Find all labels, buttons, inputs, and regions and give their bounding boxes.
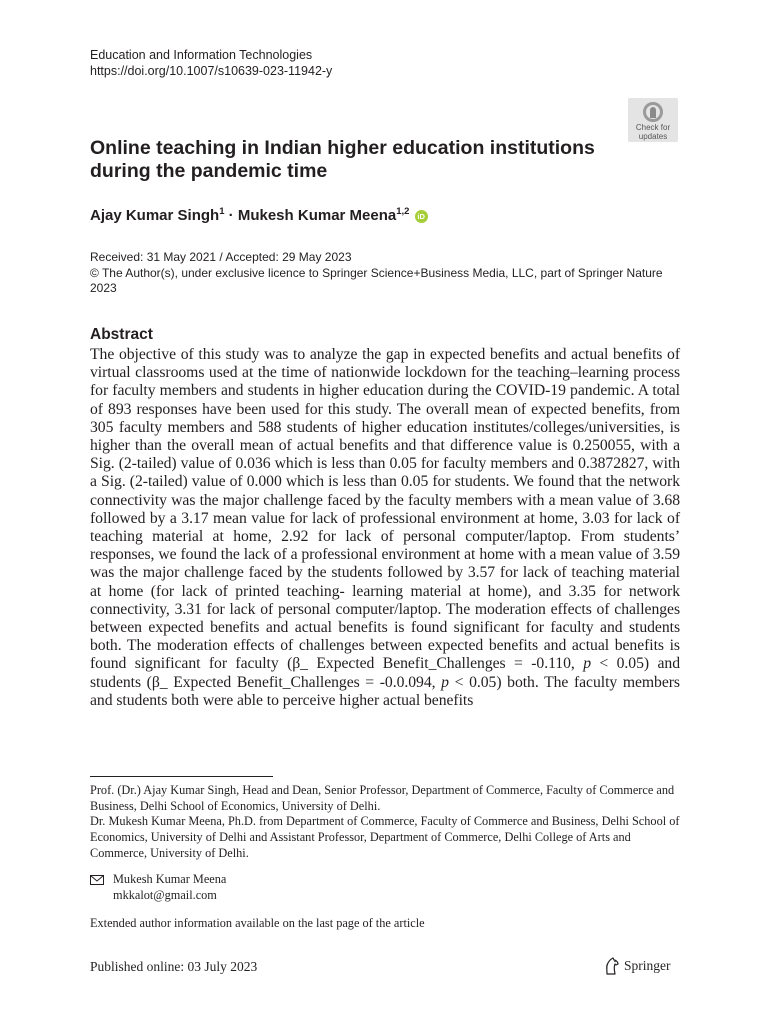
author-affiliation: 1 — [219, 206, 225, 217]
author-separator: · — [224, 207, 238, 224]
journal-name: Education and Information Technologies — [90, 48, 313, 62]
author-name[interactable]: Ajay Kumar Singh — [90, 207, 220, 224]
paper-title: Online teaching in Indian higher education institutions during the pandemic time — [90, 137, 595, 182]
extended-author-info-note: Extended author information available on the last page of the article — [90, 916, 425, 930]
journal-header — [90, 47, 332, 79]
crossmark-line1: Check for — [635, 123, 671, 132]
doi-link[interactable]: https://doi.org/10.1007/s10639-023-11942-y — [90, 64, 333, 78]
author-list — [90, 206, 428, 224]
springer-logo[interactable] — [604, 957, 671, 975]
publication-history — [90, 250, 680, 297]
published-online-date: Published online: 03 July 2023 — [90, 959, 258, 974]
footnote: Dr. Mukesh Kumar Meena, Ph.D. from Department of Commerce, Faculty of Commerce and Business, Delhi School of Economics, University of Delhi and Assistant Professor, Department of Commerce, Delhi College of Arts and Commerce, University of Delhi. — [90, 814, 680, 860]
footnote: Prof. (Dr.) Ajay Kumar Singh, Head and Dean, Senior Professor, Department of Commerce, Faculty of Commerce and Business, Delhi School of Economics, University of Delhi. — [90, 783, 675, 813]
crossmark-line2: updates — [638, 131, 668, 141]
p-value-symbol: p — [441, 673, 449, 691]
check-for-updates-badge[interactable] — [628, 98, 678, 142]
abstract-text: < 0.05) both. The faculty members and students both were able to perceive higher actual benefits — [90, 673, 680, 709]
publisher-name: Springer — [624, 958, 671, 973]
springer-horse-icon — [604, 957, 620, 975]
abstract-text: The objective of this study was to analyze the gap in expected benefits and actual benefits of virtual classrooms used at the time of nationwide lockdown for the teaching–learning process for faculty members and students in higher education during the COVID-19 pandemic. A total of 893 responses have been used for this study. The overall mean of expected benefits, from 305 faculty members and 588 students of higher education institutes/colleges/universities, is higher than the overall mean of actual benefits and that difference value is 0.250055, with a Sig. (2-tailed) value of 0.036 which is less than 0.05 for faculty members and 0.3872827, with a Sig. (2-tailed) value of 0.000 which is less than 0.05 for students. We found that the network connectivity was the major challenge faced by the faculty members with a mean value of 3.68 followed by a 3.17 mean value for lack of professional environment at home, 3.03 for lack of teaching material at home, 2.92 for lack of personal computer/laptop. From students’ responses, we found the lack of a professional environment at home with a mean value of 3.59 was the major challenge faced by the students followed by 3.57 for lack of teaching material at home (for lack of printed teaching- learning material at home), and 3.35 for network connectivity, 3.31 for lack of personal computer/laptop. The moderation effects of challenges between expected benefits and actual benefits is found significant for faculty and students both. The moderation effects of challenges between expected benefits and actual benefits is found significant for faculty (β_ Expected Benefit_Challenges = -0.110, — [90, 346, 680, 673]
author-name[interactable]: Mukesh Kumar Meena — [237, 207, 397, 224]
abstract-heading: Abstract — [90, 326, 153, 343]
footnote-divider — [90, 776, 273, 777]
corresponding-author — [90, 872, 226, 903]
p-value-symbol: p — [583, 655, 591, 673]
orcid-icon[interactable]: iD — [415, 210, 428, 223]
author-affiliation: 1,2 — [396, 206, 410, 217]
envelope-icon — [90, 875, 104, 885]
author-footnotes — [90, 783, 680, 862]
abstract-text: < 0.05) and students (β_ Expected Benefit_Challenges = -0.0.094, — [90, 655, 680, 691]
corresponding-author-name: Mukesh Kumar Meena — [113, 872, 227, 886]
received-accepted-dates: Received: 31 May 2021 / Accepted: 29 May 2023 — [90, 250, 352, 264]
abstract-body — [90, 346, 680, 710]
corresponding-author-email[interactable]: mkkalot@gmail.com — [113, 887, 217, 902]
crossmark-icon — [643, 102, 663, 122]
copyright-notice: © The Author(s), under exclusive licence to Springer Science+Business Media, LLC, part of Springer Nature 2023 — [90, 265, 663, 295]
